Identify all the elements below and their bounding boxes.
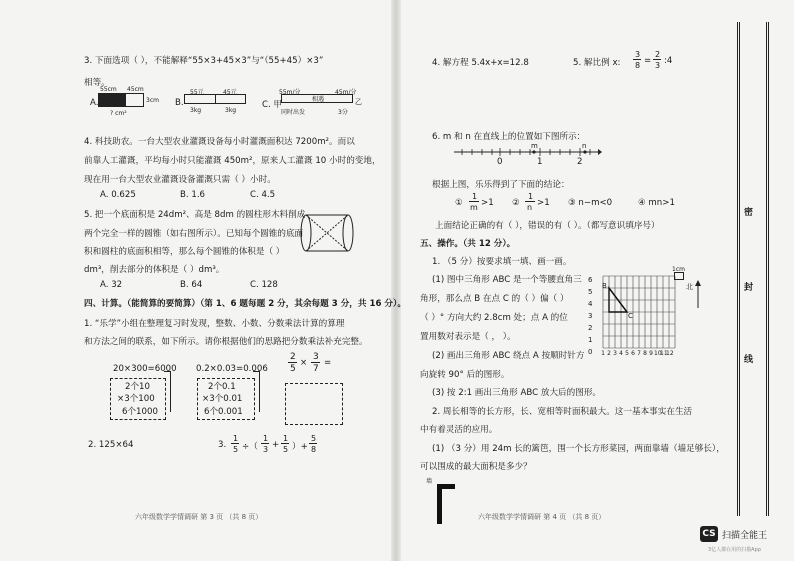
sec5-p2-1a: (1) （3 分）用 24m 长的篱笆，围一个长方形菜园，两面靠墙（墙足够长）， — [432, 444, 725, 454]
coordinate-grid — [595, 268, 695, 358]
sec4-p1-line1: 1. “乐学”小组在整理复习时发现，整数、小数、分数乘法计算的算理 — [84, 319, 345, 329]
r-q6-line2: 根据上图，乐乐得到了下面的结论： — [432, 180, 570, 190]
q5-option: C. 128 — [250, 280, 278, 290]
q4-line3: 现在用一台大型农业灌溉设备灌溉只需（ ）小时。 — [84, 175, 276, 185]
left-footer: 六年级数学学情调研 第 3 页 （共 8 页） — [135, 513, 263, 521]
point-b-label: B — [602, 282, 607, 290]
int-heading: 20×300=6000 — [113, 364, 177, 374]
watermark-sub: 3亿人都在用的扫描App — [708, 547, 761, 553]
r-q6-line1: 6. m 和 n 在直线上的位置如下图所示： — [432, 132, 586, 142]
section-5-title: 五、操作。（共 12 分）。 — [420, 239, 516, 249]
frac-answer-box[interactable] — [285, 383, 343, 425]
q5-line2: 两个完全一样的圆锥（如右图所示）。已知每个圆锥的底面 — [84, 229, 304, 239]
q4-option: B. 1.6 — [180, 190, 206, 200]
seal-char: 密 — [744, 208, 754, 218]
sec4-p1-line2: 和方法之间的联系，如下所示。请你根据他们的思路把分数乘法补充完整。 — [84, 337, 368, 347]
seal-char: 封 — [744, 283, 754, 293]
north-label: 北 — [686, 283, 693, 291]
dec-heading: 0.2×0.03=0.006 — [196, 364, 268, 374]
q4-line1: 4. 科技助农。一台大型农业灌溉设备每小时灌溉面积达 7200m²。而以 — [84, 137, 355, 147]
cylinder-cone-figure — [298, 210, 356, 256]
rect-dark — [98, 93, 125, 107]
q5-line3: 积和圆柱的底面积相等，那么每个圆锥的体积是（ ） — [84, 247, 285, 257]
q5-line1: 5. 把一个底面积是 24dm²、高是 8dm 的圆柱形木料削成 — [84, 210, 306, 220]
wall-vertical — [437, 484, 442, 524]
grid-x-labels: 1 2 3 4 5 6 7 8 9101112 — [601, 350, 674, 357]
tick-1: 1 — [537, 157, 543, 167]
sec5-p1: 1. （5 分）按要求填一填、画一画。 — [432, 257, 572, 267]
q3-line1: 3. 下面选项（ ），不能解释“55×3+45×3”与“（55+45）×3” — [84, 56, 324, 66]
right-footer: 六年级数学学情调研 第 4 页 （共 8 页） — [478, 513, 606, 521]
grid-unit-label: 1cm — [672, 266, 685, 273]
grid-unit-square — [674, 272, 684, 280]
seal-line — [737, 22, 769, 516]
sec5-p2-1b: 可以围成的最大面积是多少？ — [420, 462, 532, 472]
q5-line4: dm³，削去部分的体积是（ ）dm³。 — [84, 265, 225, 275]
camscanner-logo-icon: CS — [700, 526, 718, 542]
q4-option: C. 4.5 — [250, 190, 276, 200]
q4-option: A. 0.625 — [100, 190, 136, 200]
grid-y-labels: 6 5 4 3 2 1 0 — [588, 276, 593, 356]
q4-line2: 前靠人工灌溉，平均每小时只能灌溉 450m²，原来人工灌溉 10 小时的变地， — [84, 156, 381, 166]
sec5-p2b: 中有着灵活的应用。 — [420, 425, 498, 435]
north-arrow-icon — [694, 280, 702, 310]
page-fold — [391, 0, 401, 561]
section-4-title: 四、计算。（能简算的要简算）（第 1、6 题每题 2 分，其余每题 3 分，共 16 分）。 — [84, 299, 406, 309]
calc-q2: 2. 125×64 — [88, 440, 134, 450]
rect-light — [125, 93, 144, 107]
watermark-name: 扫描全能王 — [722, 531, 768, 541]
tick-0: 0 — [497, 157, 503, 167]
q3-line2: 相等。 — [84, 78, 110, 88]
q5-option: B. 64 — [180, 280, 203, 290]
point-n: n — [582, 142, 587, 150]
sec5-p2a: 2. 周长相等的长方形，长、宽相等时面积最大。这一基本事实在生活 — [432, 407, 693, 417]
wall-label: 墙 — [426, 478, 433, 485]
seal-char: 线 — [744, 355, 754, 365]
point-c-label: C — [628, 312, 633, 320]
r-q4: 4. 解方程 5.4x+x=12.8 — [432, 58, 529, 68]
r-q6-line3: 上面结论正确的有（ ），错误的有（ ）。（都写意识填序号） — [435, 221, 660, 231]
q5-option: A. 32 — [100, 280, 123, 290]
tick-2: 2 — [577, 157, 583, 167]
point-m: m — [531, 142, 538, 150]
